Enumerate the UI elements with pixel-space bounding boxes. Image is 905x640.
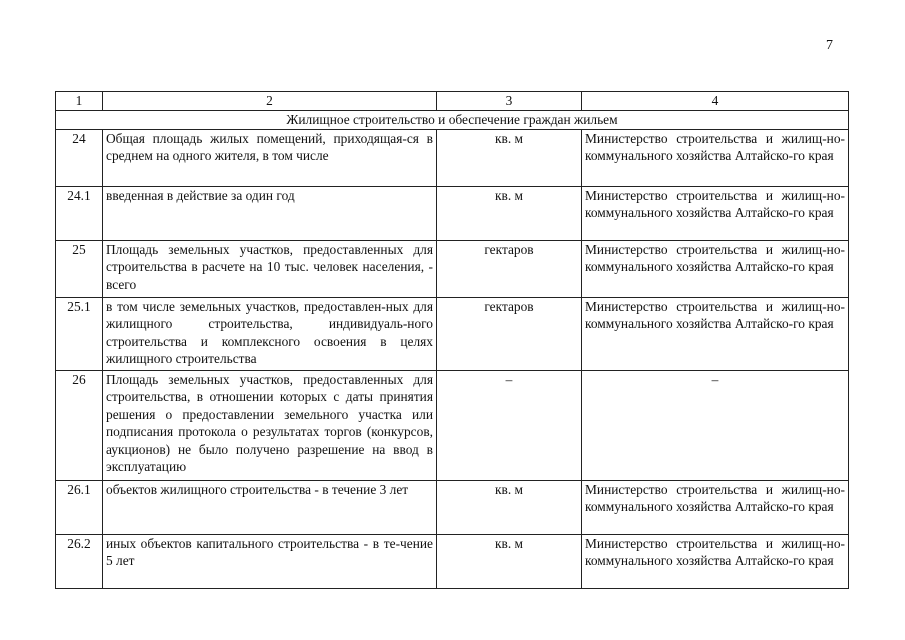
table-row [56, 371, 849, 481]
header-cell-4: 4 [582, 92, 849, 111]
row-description: Общая площадь жилых помещений, приходящая-ся в среднем на одного жителя, в том числе [103, 130, 437, 187]
row-description: Площадь земельных участков, предоставленных для строительства, в отношении которых с даты принятия решения о предоставлении земельного участка или подписания протокола о результатах торгов (конкурсов, аукционов) не было получено разрешение на ввод в эксплуатацию [103, 371, 437, 481]
indicators-table [55, 91, 849, 589]
header-cell-1: 1 [56, 92, 103, 111]
row-responsible: Министерство строительства и жилищ-но-коммунального хозяйства Алтайско-го края [582, 241, 849, 298]
section-title: Жилищное строительство и обеспечение граждан жильем [56, 111, 849, 130]
row-description: объектов жилищного строительства - в течение 3 лет [103, 481, 437, 535]
row-number: 25.1 [56, 298, 103, 371]
row-unit: кв. м [437, 187, 582, 241]
row-description: введенная в действие за один год [103, 187, 437, 241]
row-number: 26 [56, 371, 103, 481]
row-description: иных объектов капитального строительства - в те-чение 5 лет [103, 535, 437, 589]
row-number: 24.1 [56, 187, 103, 241]
row-responsible: Министерство строительства и жилищ-но-коммунального хозяйства Алтайско-го края [582, 187, 849, 241]
row-unit: – [437, 371, 582, 481]
table-row [56, 241, 849, 298]
row-responsible: Министерство строительства и жилищ-но-коммунального хозяйства Алтайско-го края [582, 481, 849, 535]
section-row [56, 111, 849, 130]
row-unit: кв. м [437, 535, 582, 589]
header-cell-2: 2 [103, 92, 437, 111]
row-responsible: Министерство строительства и жилищ-но-коммунального хозяйства Алтайско-го края [582, 298, 849, 371]
row-number: 26.2 [56, 535, 103, 589]
row-description: в том числе земельных участков, предоставлен-ных для жилищного строительства, индивидуаль-ного строительства и комплексного освоения в целях жилищного строительства [103, 298, 437, 371]
table-header-row [56, 92, 849, 111]
row-number: 24 [56, 130, 103, 187]
table-row [56, 298, 849, 371]
row-unit: кв. м [437, 130, 582, 187]
table-row [56, 481, 849, 535]
table-row [56, 535, 849, 589]
row-responsible: Министерство строительства и жилищ-но-коммунального хозяйства Алтайско-го края [582, 130, 849, 187]
row-number: 26.1 [56, 481, 103, 535]
row-unit: гектаров [437, 241, 582, 298]
header-cell-3: 3 [437, 92, 582, 111]
table-row [56, 187, 849, 241]
row-responsible: Министерство строительства и жилищ-но-коммунального хозяйства Алтайско-го края [582, 535, 849, 589]
table-row [56, 130, 849, 187]
page-number: 7 [826, 38, 833, 53]
row-unit: гектаров [437, 298, 582, 371]
row-description: Площадь земельных участков, предоставленных для строительства в расчете на 10 тыс. человек населения, - всего [103, 241, 437, 298]
row-responsible: – [582, 371, 849, 481]
row-number: 25 [56, 241, 103, 298]
row-unit: кв. м [437, 481, 582, 535]
